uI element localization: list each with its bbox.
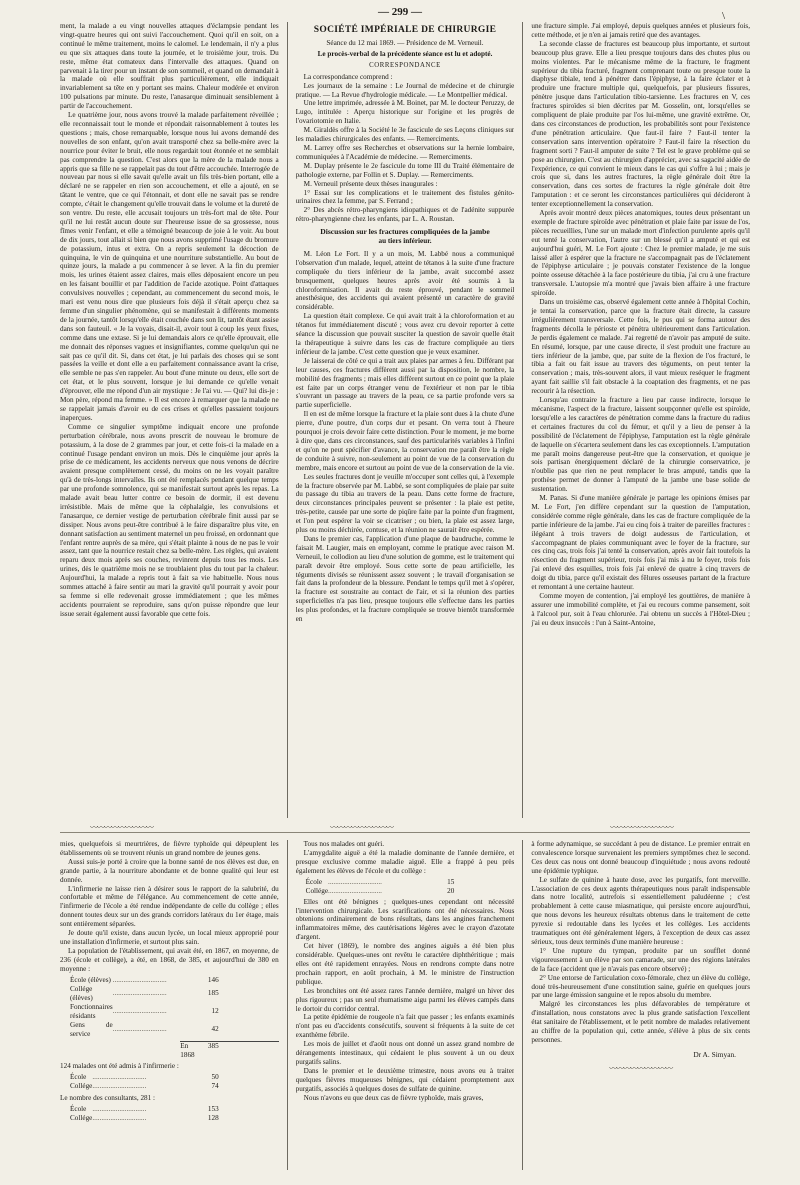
- table-row: [60, 985, 279, 1003]
- paragraph: M. Verneuil présente deux thèses inaugurales :: [303, 179, 438, 188]
- population-total-value: 385: [207, 1041, 219, 1050]
- column-rule: [522, 22, 523, 818]
- paragraph: à forme adynamique, se succédant à peu de distance. Le premier entrait en convalescence lorsque survenaient les premiers symptômes chez le second. Ces deux cas nous ont donné beaucoup d'inquiétude ; nous avons redouté une épidémie typhique.: [531, 840, 751, 875]
- table-row: [60, 1073, 279, 1082]
- table-cell-value: 128: [207, 1114, 219, 1123]
- paragraph: M. Duplay présente le 2e fascicule du tome III du Traité élémentaire de pathologie externe, par Follin et S. Duplay. — Remerciments.: [295, 161, 515, 179]
- table-cell-label: École: [70, 1073, 87, 1082]
- population-table: [60, 976, 279, 1039]
- paragraph: Le sulfate de quinine à haute dose, avec les purgatifs, font merveille. L'association de ces deux agents thérapeutiques nous paraît indispensable dans notre localité, autrefois si essentiellement paludéenne ; c'est probablement à cette cause miasmatique, qui persiste encore aujourd'hui, que nous devons les heureux résultats obtenus dans le traitement de cette pyrexie si redoutable dans les lycées et les collèges. Les accidents traumatiques ont été généralement légers, à l'exception de deux cas assez sérieux, tous deux terminés d'une manière heureuse :: [531, 875, 751, 946]
- author-signature: Dr A. Simyan.: [693, 1049, 737, 1059]
- table-leader-dots: ..............................: [112, 1007, 167, 1016]
- table-cell-value: 15: [447, 877, 455, 886]
- column-3-fracture-discussion: [531, 22, 750, 818]
- table-leader-dots: ..............................: [328, 886, 382, 895]
- ornament-right: 〰〰〰〰〰〰〰〰〰: [610, 823, 673, 832]
- table-cell-label: École (élèves): [70, 975, 111, 984]
- paragraph: Elles ont été bénignes ; quelques-unes cependant ont nécessité l'intervention chirurgicale. Les scarifications ont été nécessaires. Nous obtenions ordinairement de bons résultats, dans les angines franchement inflammatoires même, des cautérisations légères avec le crayon d'azotate d'argent.: [295, 897, 515, 942]
- table-cell-value: 185: [207, 989, 219, 998]
- population-total-row: [180, 1041, 278, 1060]
- corner-mark: \: [722, 10, 726, 22]
- discussion-subtitle: au tiers inférieur.: [378, 237, 432, 246]
- table-cell-label: Collége: [70, 1114, 93, 1123]
- top-article-block: [60, 22, 750, 818]
- paragraph: 2° Une entorse de l'articulation coxo-fémorale, chez un élève du collège, doué très-heureusement d'une constitution saine, guérie en quelques jours par une large émission sanguine et le repos absolu du membre.: [531, 973, 751, 1000]
- table-cell-value: 146: [207, 975, 219, 984]
- paragraph: L'infirmerie ne laisse rien à désirer sous le rapport de la salubrité, du confortable et même de l'élégance. Au commencement de cette année, l'infirmerie de l'école a été rendue indépendante de celle du collège ; elles donnent toutes deux sur un des grands corridors latéraux du 1er étage, mais sont entièrement séparées.: [60, 884, 279, 929]
- page-number: — 299 —: [378, 6, 422, 18]
- paragraph: La petite épidémie de rougeole n'a fait que passer ; les enfants examinés n'ont pas eu d'accidents consécutifs, souvent si fréquents à la suite de cet exanthème fébrile.: [295, 1013, 515, 1040]
- paragraph: Dans un troisième cas, observé également cette année à l'hôpital Cochin, je tentai la conservation, parce que la fracture était directe, la cassure irrégulièrement transversale. Cette fois, le pus qui se forma autour des fragments décolla le périoste et pénétra ultérieurement dans l'articulation. Je perdis également ce malade. J'ai regretté de n'avoir pas amputé de suite. En résumé, lorsque, par une cause directe, il s'est produit une fracture au tiers inférieur de la jambe, que, par suite de la flexion de l'os fracturé, le tibia a fait ou fait issue au travers des téguments, on peut tenter la conservation ; mais, très-souvent alors, il vaut mieux reséquer le fragment ayant fait saillie s'il fait obstacle à la coaptation des fragments, et ne pas recourir à la résection.: [531, 298, 751, 396]
- table-cell-value: 12: [211, 1007, 219, 1016]
- table-row: [296, 878, 515, 887]
- table-cell-value: 50: [211, 1073, 219, 1082]
- column-2-diseases: [296, 840, 515, 1170]
- column-rule: [287, 840, 288, 1170]
- paragraph: Les seules fractures dont je veuille m'occuper sont celles qui, à l'exemple de la fracture observée par M. Labbé, se sont compliquées de plaie par suite du passage du tibia au travers de la peau. Dans cette forme de fracture, deux circonstances principales peuvent se présenter : la plaie est petite, très-petite, causée par une sorte de piqûre faite par la pointe d'un fragment, et l'on peut espérer la voir se cicatriser ; ou bien, la plaie est assez large, plus ou moins déchirée, contuse, et la réunion ne saurait être espérée.: [295, 472, 515, 535]
- table-leader-dots: ..............................: [92, 1105, 147, 1114]
- society-title: SOCIÉTÉ IMPÉRIALE DE CHIRURGIE: [313, 25, 497, 35]
- table-row: [60, 976, 279, 985]
- table-cell-value: 153: [207, 1105, 219, 1114]
- table-leader-dots: ..............................: [112, 1025, 167, 1034]
- table-leader-dots: ..............................: [328, 877, 382, 886]
- column-rule: [522, 840, 523, 1170]
- bottom-report-block: [60, 840, 750, 1170]
- column-rule: [287, 22, 288, 818]
- column-1-eclampsia-case: [60, 22, 279, 818]
- paragraph: M. Giraldès offre à la Société le 3e fascicule de ses Leçons cliniques sur les maladies chirurgicales des enfants. — Remerciments.: [295, 126, 515, 144]
- paragraph: Les journaux de la semaine : Le Journal de médecine et de chirurgie pratique. — La Revue d'hydrologie médicale. — Le Montpellier médical.: [295, 81, 515, 99]
- paragraph: ment, la malade a eu vingt nouvelles attaques d'éclampsie pendant les vingt-quatre heures qui ont suivi l'accouchement. Quoi qu'il en soit, on a continué le même traitement, moins le calomel. Le lendemain, il n'y a plus eu que six attaques dans toute la journée, et le troisième jour, trois. Du reste, même état comateux dans l'intervalle des attaques. Quand on parvenait à la tirer pour un instant de son sommeil, et quand on demandait à la malade où elle souffrait plus particulièrement, elle indiquait invariablement sa tête en y portant ses mains. Chaleur modérée et environ 100 pulsations par minute. Du reste, l'anasarque diminuait sensiblement à partir de l'accouchement.: [60, 22, 279, 111]
- paragraph: mies, quelquefois si meurtrières, de fièvre typhoïde qui dépeuplent les établissements où se trouvent réunis un grand nombre de jeunes gens.: [60, 840, 279, 857]
- table-row: [60, 1021, 279, 1039]
- paragraph: Les mois de juillet et d'août nous ont donné un assez grand nombre de dérangements intestinaux, qui cédaient le plus souvent à un ou deux purgatifs salins.: [295, 1040, 515, 1066]
- paragraph: Après avoir montré deux pièces anatomiques, toutes deux présentant un exemple de fracture spiroïde avec pénétration et plaie faite par issue de l'os, pièces recueillies, l'une sur un malade mort d'infection purulente après qu'il eut tenté la conservation, l'autre sur un blessé qu'il a amputé et qui est aujourd'hui guéri, M. Le Fort ajoute : Chez le premier malade, je me suis laissé aller à espérer que la fracture ne s'accompagnait pas de l'éclatement de l'épiphyse articulaire ; je pouvais constater l'existence de la longue pointe osseuse détachée à la face postérieure du tibia, j'ai cru à une fracture transversale. L'autopsie m'a montré que j'avais bien affaire à une fracture spiroïde.: [531, 209, 751, 298]
- ornament-center: 〰〰〰〰〰〰〰〰〰: [330, 823, 393, 832]
- paragraph: Il en est de même lorsque la fracture et la plaie sont dues à la chute d'une pierre, d'une poutre, d'un corps dur et pesant. On verra tout à l'heure pourquoi je crois devoir faire cette distinction. Pour le moment, je me borne à dire que, dans ces circonstances, sauf des particularités variables à l'infini et qu'on ne peut spécifier d'avance, la conservation me paraît être la règle de conduite à suivre, non-seulement au point de vue de la conservation du membre, mais encore et surtout au point de vue de la conservation de la vie.: [295, 410, 515, 472]
- table-cell-label: École: [70, 1105, 87, 1114]
- paragraph: Comme moyen de contention, j'ai employé les gouttières, de manière à assurer une immobilité complète, et j'ai eu recours comme pansement, soit à l'alcool pur, soit à l'eau chlorurée. J'ai obtenu un succès à l'Hôtel-Dieu ; j'ai eu deux insuccès : l'un à Saint-Antoine,: [531, 592, 751, 627]
- paragraph: Une lettre imprimée, adressée à M. Boinet, par M. le docteur Peruzzy, de Lugo, intitulée : Aperçu historique sur l'origine et les progrès de l'ovariotomie en Italie.: [295, 99, 515, 126]
- table-cell-label: Fonctionnaires résidants: [70, 1002, 113, 1020]
- table-row: [60, 1082, 279, 1091]
- paragraph: Malgré les circonstances les plus défavorables de température et d'installation, nous constatons avec la plus grande satisfaction l'excellent état sanitaire de l'établissement, et le petit nombre de malades relativement au chiffre de la population qui, cette année, s'élève à plus de six cents personnes.: [531, 1000, 751, 1044]
- paragraph: Les bronchites ont été assez rares l'année dernière, malgré un hiver des plus rigoureux ; pas un seul rhumatisme aigu parmi les élèves campés dans le dortoir du corridor central.: [295, 986, 515, 1013]
- table-cell-label: Gens de service: [70, 1020, 113, 1038]
- table-leader-dots: ..............................: [92, 1073, 147, 1082]
- table-cell-label: Collége: [305, 886, 329, 895]
- consultants-intro: Le nombre des consultants, 281 :: [60, 1094, 156, 1103]
- table-cell-label: Collége: [70, 1082, 93, 1091]
- table-cell-value: 20: [447, 886, 455, 895]
- table-leader-dots: ..............................: [112, 989, 167, 998]
- paragraph: Je laisserai de côté ce qui a trait aux plaies par armes à feu. Différant par leur causes, ces fractures diffèrent aussi par la disposition, le nombre, la mobilité des fragments ; mais elles diffèrent surtout en ce point que la plaie est faite par un corps étranger venu de l'extérieur et non par le tibia s'ouvrant un passage au travers de la peau, ce sa partie profonde vers sa partie superficielle.: [295, 356, 515, 410]
- minutes-line: Le procès-verbal de la précédente séance est lu et adopté.: [317, 49, 493, 58]
- table-cell-label: École: [305, 877, 323, 886]
- paragraph: Aussi suis-je porté à croire que la bonne santé de nos élèves est due, en grande partie, à la nourriture abondante et de bonne qualité qui leur est donnée.: [60, 857, 279, 884]
- angine-table: [296, 878, 515, 896]
- paragraph: Le quatrième jour, nous avons trouvé la malade parfaitement réveillée ; elle reconnaissait tout le monde et répondait raisonnablement à toutes les questions ; mais, chose remarquable, lorsque nous lui avons demandé des nouvelles de son enfant, qu'on avait transporté chez sa belle-mère avec la nourrice pour éviter le bruit, elle nous regardait tout étonnée et ne semblait pas comprendre la question. C'est alors que la mère de la malade nous a appris que sa fille ne se rappelait pas du tout d'être accouchée. Interrogée de nouveau par nous si elle savait qu'elle avait un fils très-bien portant, elle a déclaré ne se rappeler en rien son accouchement, et elle a ajouté, en se tâtant le ventre, que ce qui l'étonnait, et dont elle ne savait pas se rendre compte, c'était le changement qu'elle trouvait dans le volume et la dureté de son ventre. Du reste, elle accusait toujours un très-fort mal de tête. Pour qu'il ne lui restât aucun doute sur l'heureuse issue de sa grossesse, nous fîmes venir l'enfant, et elle a témoigné beaucoup de joie à le voir. Au bout de dix jours, tout allait si bien que nous avons supprimé l'usage du bromure de potassium, intus et extra. On a repris seulement la décoction de quinquina, le vin de quinquina et une nourriture substantielle. Au bout de quinze jours, la malade a pu commencer à se lever. A la fin du premier mois, les urines étaient assez claires, mais elles déposaient encore un peu en les faisant bouillir et par l'addition de l'acide azotique. Point d'attaques convulsives nouvelles ; cependant, au commencement du second mois, le mari est venu nous dire que plusieurs fois déjà il s'était aperçu chez sa femme d'un singulier phénomène, qui se manifestait à différents moments de la journée, tantôt lorsqu'elle était couchée dans son lit, tantôt étant assise dans son fauteuil. « Je la voyais, disait-il, avoir tout à coup les yeux fixes, comme dans une extase. Si je lui demandais alors ce qu'elle éprouvait, elle me donnait des réponses vagues et insignifiantes, comme quelqu'un qui ne sait pas ce qu'il dit. Si, dans cet état, je lui parlais des choses qui se sont passées la veille et dont elle a eu parfaitement connaissance avant la crise, elle semble ne pas s'en rappeler. Au bout d'une minute ou deux, elle sort de cet état, et le plus souvent, lorsque je lui demande ce qu'elle venait d'éprouver, elle me répond d'un air mystique : Je l'ai vu. — Qui? lui dis-je : Mon père, répond ma femme. » Il est encore à remarquer que la malade ne se rappelait jamais d'avoir eu de ces crises et qu'elles passaient toujours inaperçues.: [60, 111, 279, 422]
- column-2-society-minutes: [296, 22, 515, 818]
- paragraph: 2° Des abcès rétro-pharyngiens idiopathiques et de l'adénite suppurée rétro-pharyngienne chez les enfants, par L. A. Roustan.: [295, 206, 515, 224]
- paragraph: Dans le premier cas, l'application d'une plaque de baudruche, comme le faisait M. Laugier, mais en employant, comme le pratique avec raison M. Verneuil, le collodion au lieu d'une solution de gomme, est le traitement qui paraît devoir être employé. Sous cette sorte de peau artificielle, les téguments divisés se réunissent assez souvent ; le travail d'organisation se fait dans la profondeur de la blessure. Pendant le temps qu'il met à s'opérer, la fracture est soustraite au contact de l'air, et si la réunion des parties superficielles n'a pas lieu, presque toujours elle s'effectue dans les parties les plus profondes, et la fracture compliquée se trouve bientôt transformée en: [295, 534, 515, 624]
- table-leader-dots: ..............................: [92, 1114, 147, 1123]
- paragraph: Je doute qu'il existe, dans aucun lycée, un local mieux approprié pour une installation d'infirmerie, et surtout plus sain.: [60, 929, 279, 946]
- paragraph: M. Larrey offre ses Recherches et observations sur la hernie lombaire, communiquées à l'Académie de médecine. — Remerciments.: [295, 143, 515, 161]
- table-leader-dots: ..............................: [92, 1082, 147, 1091]
- paragraph: M. Panas. Si d'une manière générale je partage les opinions émises par M. Le Fort, j'en diffère cependant sur la question de l'amputation, considérée comme règle générale, dans les cas de fracture compliquée de la partie inférieure de la jambe. J'ai eu cinq fois à traiter de pareilles fractures : ilégéant à trois travers de doigt audessus de l'articulation, et s'accompagnant de plaies communiquant avec le foyer de la fracture, sur ces cinq cas, trois fois j'ai tenté la conservation, après avoir fait toutefois la résection du fragment supérieur, trois fois j'ai mis à nu le foyer, trois fois j'ai enlevé des esquilles, trois fois j'ai enlevé de quatre à cinq travers de doigt du tibia, parce qu'il existait des fêlures osseuses partant de la fracture et remontant à une certaine hauteur.: [531, 494, 751, 592]
- paragraph: Tous nos malades ont guéri.: [303, 840, 385, 848]
- table-row: [60, 1114, 279, 1123]
- infirmary-intro: 124 malades ont été admis à l'infirmerie :: [60, 1062, 179, 1071]
- table-row: [60, 1105, 279, 1114]
- table-row: [296, 887, 515, 896]
- table-leader-dots: ..............................: [112, 975, 167, 984]
- paragraph: Nous n'avons eu que deux cas de fièvre typhoïde, mais graves,: [303, 1093, 484, 1102]
- end-ornament: 〰〰〰〰〰〰〰〰〰: [609, 1063, 673, 1073]
- paragraph: une fracture simple. J'ai employé, depuis quelques années et plusieurs fois, cette méthode, et je n'en ai jamais retiré que des avantages.: [531, 22, 751, 39]
- column-1-school-report: [60, 840, 279, 1170]
- consultants-table: [60, 1105, 279, 1123]
- paragraph: 1° Une rupture du tympan, produite par un soufflet donné vigoureusement à un élève par son camarade, sur une des régions latérales de la face (accident que je n'avais pas encore observé) ;: [531, 946, 751, 973]
- seance-line: Séance du 12 mai 1869. — Présidence de M. Verneuil.: [326, 39, 484, 47]
- paragraph: Lorsqu'au contraire la fracture a lieu par cause indirecte, lorsque le mécanisme, l'aspect de la fracture, laissent soupçonner qu'elle est spiroïde, lorsqu'elle a les caractères de pénétration comme dans la fracture du radius et certaines fractures du col du fémur, et qu'il y a lieu de penser à la possibilité de l'éclatement de l'épiphyse, l'amputation est la règle générale de laquelle on s'écartera seulement dans les cas exceptionnels. L'amputation me paraît moins dangereuse peut-être que la conservation, et quoique je sois partisan énergiquement déclaré de la chirurgie conservatrice, je n'oublie pas que rien ne peut remplacer le bras amputé, tandis que la prothèse permet de donner à l'amputé de la jambe une base solide de sustentation.: [531, 396, 751, 494]
- paragraph: La question était complexe. Ce qui avait trait à la chloroformation et au tétanos fut immédiatement discuté ; vous avez cru devoir reporter à cette séance la discussion que pouvait susciter la question de savoir quelle était la thérapeutique à suivre dans les cas de fracture compliquée au tiers inférieur de la jambe. C'est cette question que je veux examiner.: [295, 312, 515, 356]
- table-cell-value: 74: [211, 1082, 219, 1091]
- table-cell-value: 42: [211, 1025, 219, 1034]
- paragraph: La seconde classe de fractures est beaucoup plus importante, et surtout beaucoup plus grave. Elle a lieu presque toujours dans des chutes plus ou moins violentes. Par le mécanisme même de la fracture, le fragment supérieur du tibia fracturé, fragment comprenant toute ou presque toute la diaphyse tibiale, tend à pénétrer dans l'épiphyse, à la faire éclater et à produire une fracture multiple qui, quelquefois, par plusieurs fissures, pénètre jusque dans l'articulation tibio-tarsienne. Les fractures en V, ces fractures spiroïdes si bien décrites par M. Gosselin, ont, lorsqu'elles se compliquent de plaie produite par l'os lui-même, une gravité extrême. Or, dans ces circonstances de production, les probabilités sont pour l'existence d'une pénétration articulaire. Que faut-il faire ? Faut-il tenter la conservation sans intervention opératoire ? Faut-il faire la résection du fragment sorti ? Faut-il amputer de suite ? Tel est le grave problème qui se pose au chirurgien. C'est au chirurgien d'apprécier, avec sa sagacité aidée de l'expérience, ce qui convient le mieux dans le cas qui s'offre à lui ; mais je crois que si, dans les autres fractures, la règle générale doit être la conservation, dans ces sortes de fractures la règle générale doit être l'amputation : et ce seront les circonstances particulières qui décideront à tenter exceptionnellement la conservation.: [531, 39, 751, 209]
- infirmary-table: [60, 1073, 279, 1091]
- paragraph: Comme ce singulier symptôme indiquait encore une profonde perturbation cérébrale, nous avons prescrit de nouveau le bromure de potassium, à la dose de 2 grammes par jour, et cette fois-ci la malade en a continué l'usage pendant environ un mois. Dès le cinquième jour après la prise de ce médicament, les accidents nerveux que nous venons de décrire avaient presque complètement cessé, du moins on ne les voyait paraître qu'à de très-longs intervalles. Ils ont été remplacés pendant quelque temps par une profonde somnolence, qui se manifestait surtout après les repas. La malade avait beau lutter contre ce besoin de dormir, il est devenu irrésistible. Mais de même que la céphalalgie, les convulsions et l'anasarque, ce dernier vestige de perturbation cérébrale finit aussi par se dissiper. Nous avons peut-être contribué à le faire disparaître plus vite, en donnant satisfaction au sentiment maternel un peu froissé, en ordonnant que l'enfant rentre auprès de sa mère, qui s'était plainte à nous de ne pas le voir assez, tant que la nourrice restait chez sa belle-mère. Les règles, qui avaient reparu deux mois après ses couches, revinrent depuis tous les mois. Les urines, dès le quatrième mois ne se troublaient plus du tout par la chaleur. Aujourd'hui, la malade a repris tout à fait sa vie habituelle. Nous nous sommes attaché à faire sentir au mari la gravité qu'il pourrait y avoir pour sa femme si elle redevenait grosse immédiatement ; que les mêmes accidents pourraient se reproduire, sans qu'on puisse répondre que leur issue serait également aussi favorable que cette fois.: [60, 422, 279, 618]
- correspondence-heading: CORRESPONDANCE: [369, 61, 441, 69]
- discussion-title: Discussion sur les fractures compliquées de la jambe: [320, 227, 490, 237]
- table-cell-label: Collége (élèves): [70, 984, 93, 1002]
- population-total-label: En 1868: [180, 1041, 195, 1059]
- paragraph: La correspondance comprend :: [303, 72, 393, 81]
- paragraph: 1° Essai sur les complications et le traitement des fistules génito-urinaires chez la femme, par S. Ferrand ;: [295, 188, 515, 206]
- paragraph: M. Léon Le Fort. Il y a un mois, M. Labbé nous a communiqué l'observation d'un malade, lequel, atteint de tétanos à la suite d'une fracture compliquée du tiers inférieur de la jambe, avait succombé assez brusquement, quelques heures après avoir été soumis à la chloroformisation. Il avait du reste éprouvé, pendant le sommeil anesthésique, des accidents qui avaient présenté un caractère de gravité considérable.: [295, 249, 515, 312]
- table-row: [60, 1003, 279, 1021]
- paragraph: L'amygdalite aiguë a été la maladie dominante de l'année dernière, et presque exclusive comme maladie aiguë. Elle a frappé à peu près également les élèves de l'école et du collège :: [295, 848, 515, 875]
- column-3-conclusion: [531, 840, 750, 1170]
- paragraph: Cet hiver (1869), le nombre des angines aiguës a été bien plus considérable. Quelques-unes ont revêtu le caractère diphthéritique ; mais elles ont été rapidement enrayées. Nous en rendrons compte dans notre prochain rapport, en août prochain, à M. le ministre de l'instruction publique.: [295, 942, 515, 986]
- paragraph: La population de l'établissement, qui avait été, en 1867, en moyenne, de 236 (école et collège), a été, en 1868, de 385, et aujourd'hui de 380 en moyenne :: [60, 946, 279, 973]
- paragraph: Dans le premier et le deuxième trimestre, nous avons eu à traiter quelques fièvres muqueuses bénignes, qui cédaient promptement aux purgatifs, associés à quelques doses de sulfate de quinine.: [295, 1066, 515, 1093]
- ornament-left: 〰〰〰〰〰〰〰〰〰: [90, 823, 153, 832]
